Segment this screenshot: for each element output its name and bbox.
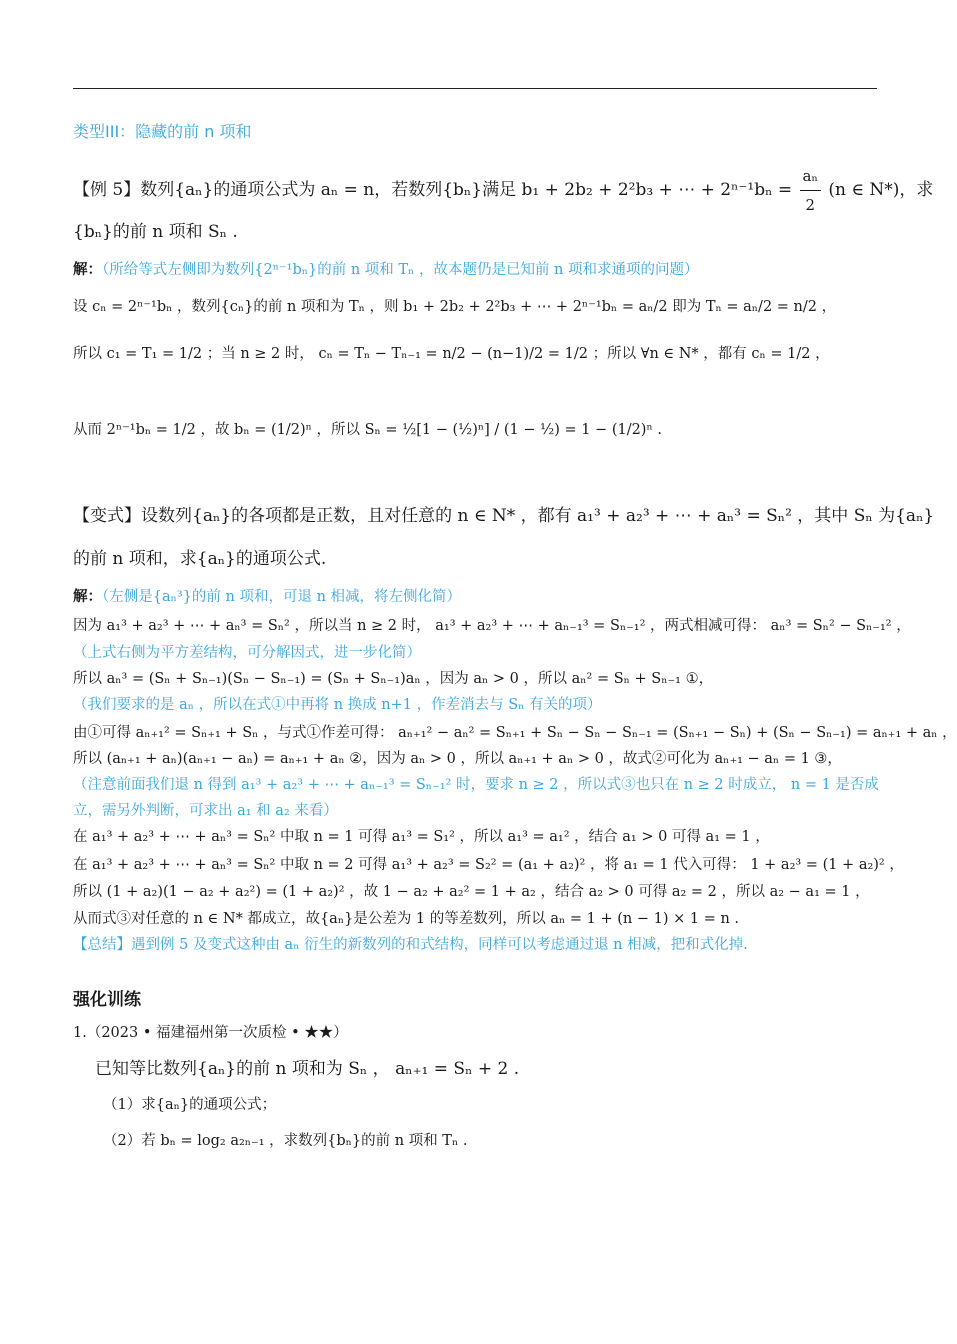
fraction-denominator: 2 [805, 196, 815, 214]
solution2-line: 因为 a₁³ + a₂³ + ⋯ + aₙ³ = Sₙ² ，所以当 n ≥ 2 时， a₁³ + a₂³ + ⋯ + aₙ₋₁³ = Sₙ₋₁² ，两式相减可得： aₙ³ = Sₙ² − Sₙ₋₁² ， [73, 618, 911, 634]
hint-note: （我们要求的是 aₙ ，所以在式①中再将 n 换成 n+1 ，作差消去与 Sₙ 有关的项） [73, 697, 602, 713]
summary-note: 【总结】遇到例 5 及变式这种由 aₙ 衍生的新数列的和式结构，同样可以考虑通过退 n 相减，把和式化掉. [73, 937, 748, 953]
hint-note: （所给等式左侧即为数列{2ⁿ⁻¹bₙ}的前 n 项和 Tₙ ，故本题仍是已知前 n 项和求通项的问题） [102, 262, 699, 278]
solution-label: 解： [73, 588, 102, 605]
example5-fraction [800, 162, 821, 219]
solution2-line: 在 a₁³ + a₂³ + ⋯ + aₙ³ = Sₙ² 中取 n = 1 可得 a₁³ = S₁² ，所以 a₁³ = a₁² ，结合 a₁ > 0 可得 a₁ = 1 ， [73, 829, 770, 845]
variant-statement: 【变式】设数列{aₙ}的各项都是正数，且对任意的 n ∈ N* ，都有 a₁³ + a₂³ + ⋯ + aₙ³ = Sₙ² ，其中 Sₙ 为{aₙ} [73, 506, 935, 526]
example5-statement-line2: {bₙ}的前 n 项和 Sₙ . [73, 222, 238, 242]
top-rule [73, 88, 877, 89]
solution1-note [73, 258, 877, 279]
fraction-numerator: aₙ [800, 162, 821, 191]
solution2-line: 所以 aₙ³ = (Sₙ + Sₙ₋₁)(Sₙ − Sₙ₋₁) = (Sₙ + Sₙ₋₁)aₙ ，因为 aₙ > 0 ，所以 aₙ² = Sₙ + Sₙ₋₁ ①， [73, 671, 714, 687]
variant-statement-line2: 的前 n 项和，求{aₙ}的通项公式. [73, 549, 327, 569]
solution2-line: 由①可得 aₙ₊₁² = Sₙ₊₁ + Sₙ ，与式①作差可得： aₙ₊₁² − aₙ² = Sₙ₊₁ + Sₙ − Sₙ − Sₙ₋₁ = (Sₙ₊₁ − Sₙ) + (Sₙ − Sₙ₋₁) = aₙ₊₁ + aₙ ， [73, 725, 957, 741]
solution1-line: 设 cₙ = 2ⁿ⁻¹bₙ ，数列{cₙ}的前 n 项和为 Tₙ ，则 b₁ + 2b₂ + 2²b₃ + ⋯ + 2ⁿ⁻¹bₙ = aₙ/2 即为 Tₙ = aₙ/2 = n/2 ， [73, 299, 837, 315]
hint-note: （注意前面我们退 n 得到 a₁³ + a₂³ + ⋯ + aₙ₋₁³ = Sₙ₋₁² 时，要求 n ≥ 2 ，所以式③也只在 n ≥ 2 时成立， n = 1 是否成 [73, 777, 879, 793]
exercise-stem: 已知等比数列{aₙ}的前 n 项和为 Sₙ ， aₙ₊₁ = Sₙ + 2 . [95, 1059, 520, 1079]
solution1-line: 从而 2ⁿ⁻¹bₙ = 1/2 ，故 bₙ = (1/2)ⁿ ，所以 Sₙ = ½[1 − (½)ⁿ] / (1 − ½) = 1 − (1/2)ⁿ . [73, 422, 662, 438]
training-heading: 强化训练 [73, 990, 141, 1010]
exercise-header: 1.（2023 • 福建福州第一次质检 • ★★） [73, 1025, 348, 1041]
exercise-question-2: （2）若 bₙ = log₂ a₂ₙ₋₁ ，求数列{bₙ}的前 n 项和 Tₙ . [103, 1133, 468, 1149]
hint-note: （上式右侧为平方差结构，可分解因式，进一步化简） [73, 645, 421, 661]
example5-text-a: 【例 5】数列{aₙ}的通项公式为 aₙ = n，若数列{bₙ}满足 b₁ + 2b₂ + 2²b₃ + ⋯ + 2ⁿ⁻¹bₙ = [73, 180, 793, 200]
hint-note: 立，需另外判断，可求出 a₁ 和 a₂ 来看） [73, 803, 338, 819]
section-title: 类型III：隐藏的前 n 项和 [73, 122, 252, 141]
solution2-line: 所以 (aₙ₊₁ + aₙ)(aₙ₊₁ − aₙ) = aₙ₊₁ + aₙ ②，因为 aₙ > 0 ，所以 aₙ₊₁ + aₙ > 0 ，故式②可化为 aₙ₊₁ − aₙ = 1 ③， [73, 751, 842, 767]
solution2-note [73, 585, 877, 606]
solution-label: 解： [73, 261, 102, 278]
example5-statement [73, 162, 934, 219]
solution2-line: 所以 (1 + a₂)(1 − a₂ + a₂²) = (1 + a₂)² ，故 1 − a₂ + a₂² = 1 + a₂ ，结合 a₂ > 0 可得 a₂ = 2 ，所以 a₂ − a₁ = 1 ， [73, 884, 870, 900]
solution2-line: 在 a₁³ + a₂³ + ⋯ + aₙ³ = Sₙ² 中取 n = 2 可得 a₁³ + a₂³ = S₂² = (a₁ + a₂)² ，将 a₁ = 1 代入可得： 1 + a₂³ = (1 + a₂)² ， [73, 857, 904, 873]
hint-note: （左侧是{aₙ³}的前 n 项和，可退 n 相减，将左侧化简） [102, 589, 462, 605]
example5-text-b: (n ∈ N*)，求 [828, 180, 934, 200]
solution2-line: 从而式③对任意的 n ∈ N* 都成立，故{aₙ}是公差为 1 的等差数列，所以 aₙ = 1 + (n − 1) × 1 = n . [73, 911, 740, 927]
exercise-question-1: （1）求{aₙ}的通项公式； [103, 1097, 277, 1113]
solution1-line: 所以 c₁ = T₁ = 1/2 ；当 n ≥ 2 时， cₙ = Tₙ − Tₙ₋₁ = n/2 − (n−1)/2 = 1/2 ；所以 ∀n ∈ N* ，都有 cₙ = 1/2 ， [73, 346, 830, 362]
